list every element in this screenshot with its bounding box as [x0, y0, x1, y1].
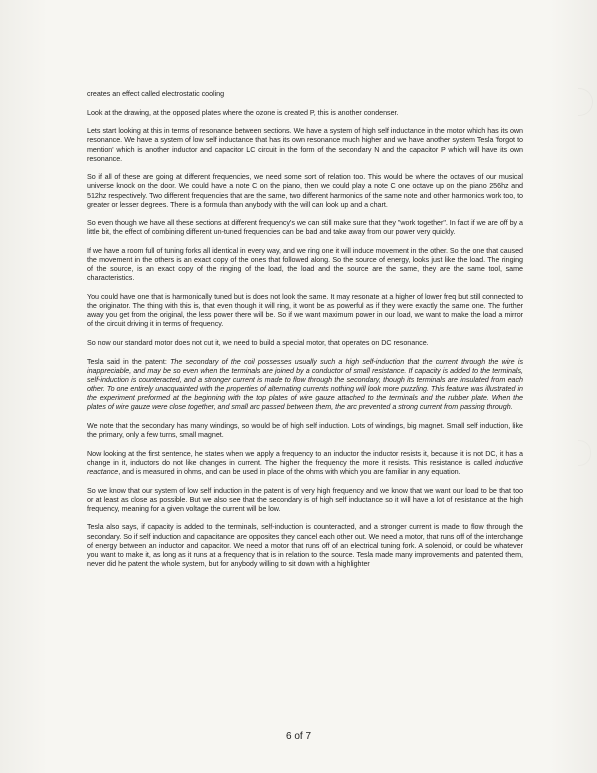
italic-term: inductive reactance — [87, 458, 523, 476]
paragraph: Look at the drawing, at the opposed plates where the ozone is created P, this is another condenser. — [87, 108, 399, 117]
paragraph: So even though we have all these sections at different frequency's we can still make sure that they "work together". In fact if we are off by a little bit, the effect of combining different un-tuned frequencies can be bad and take away from our power very quickly. — [87, 219, 523, 237]
paragraph: If we have a room full of tuning forks all identical in every way, and we ring one it will induce movement in the other. So the one that caused the movement in the others is an exact copy of the ones that followed along. So the source of energy, looks just like the load. The ringing of the source, is an exact copy of the ringing of the load, the load and the source are the same, they are the same tool, same characteristics. — [87, 247, 523, 283]
paragraph — [87, 450, 523, 477]
paragraph: You could have one that is harmonically tuned but is does not look the same. It may resonate at a higher of lower freq but still connected to the originator. The thing with this is, that even though it will ring, it wont be as powerful as if they were exactly the same one. The further away you get from the original, the less power there will be. So if we want maximum power in our load, we want to make the load a mirror of the circuit driving it in terms of frequency. — [87, 293, 523, 329]
scan-artifact — [578, 440, 591, 466]
quote-lead: Tesla said in the patent: — [87, 357, 171, 366]
document-body — [87, 90, 523, 578]
paragraph-tail: , and is measured in ohms, and can be used in place of the ohms with which you are familiar in any equation. — [118, 467, 461, 476]
paragraph: Tesla also says, if capacity is added to the terminals, self-induction is counteracted, and a stronger current is made to flow through the secondary. So if self induction and capacitance are opposites they cancel each other out. We need a motor, that runs off of the interchange of energy between an inductor and capacitor. We need a motor that runs off of an electrical tuning fork. A solenoid, or could be whatever you want to make it, as long as it runs at a frequency that is in relation to the source. Tesla made many improvements and patented them, never did he patent the whole system, but for anybody willing to sit down with a highlighter — [87, 523, 523, 568]
paragraph-lead: Now looking at the first sentence, he states when we apply a frequency to an inductor the inductor resists it, because it is not DC, it has a change in it, inductors do not like changes in current. The higher the frequency the more it resists. This resistance is called — [87, 449, 523, 467]
paragraph: Lets start looking at this in terms of resonance between sections. We have a system of high self inductance in the motor which has its own resonance. We have a system of low self inductance that has its own resonance much higher and we have another system Tesla 'forgot to mention' which is another inductor and capacitor LC circuit in the form of the secondary N and the capacitor P which will have its own resonance. — [87, 127, 523, 163]
patent-quote-paragraph — [87, 358, 523, 413]
paragraph: So if all of these are going at different frequencies, we need some sort of relation too. This would be where the octaves of our musical universe knock on the door. We could have a note C on the piano, then we could play a note C one octave up on the piano 256hz and 512hz respectively. Two different frequencies that are the same, two different harmonics of the same note and other harmonics work too, to greater or lesser degrees. There is a formula than anybody with the will can look up and a chart. — [87, 173, 523, 209]
paragraph: We note that the secondary has many windings, so would be of high self induction. Lots of windings, big magnet. Small self induction, like the primary, only a few turns, small magnet. — [87, 421, 523, 439]
paragraph: So we know that our system of low self induction in the patent is of very high frequency and we know that we want our load to be that too or at least as close as possible. But we also see that the secondary is of high self inductance so it will have a lot of resistance at the high frequency, meaning for a given voltage the current will be low. — [87, 486, 523, 513]
paragraph: So now our standard motor does not cut it, we need to build a special motor, that operates on DC resonance. — [87, 339, 429, 348]
scan-artifact — [578, 88, 593, 116]
page-number: 6 of 7 — [285, 731, 312, 742]
patent-quote: The secondary of the coil possesses usually such a high self-induction that the current through the wire is inappreciable, and may be so even when the terminals are joined by a conductor of small resistance. If capacity is added to the terminals, self-induction is counteracted, and a stronger current is made to flow through the secondary, though its terminals are insulated from each other. To one entirely unacquainted with the properties of alternating currents nothing will look more puzzling. This feature was illustrated in the experiment preformed at the beginning with the top plates of wire gauze attached to the terminals and the rubber plate. When the plates of wire gauze were close together, and small arc passed between them, the arc prevented a strong current from passing through. — [87, 357, 523, 412]
paragraph: creates an effect called electrostatic cooling — [87, 90, 225, 98]
